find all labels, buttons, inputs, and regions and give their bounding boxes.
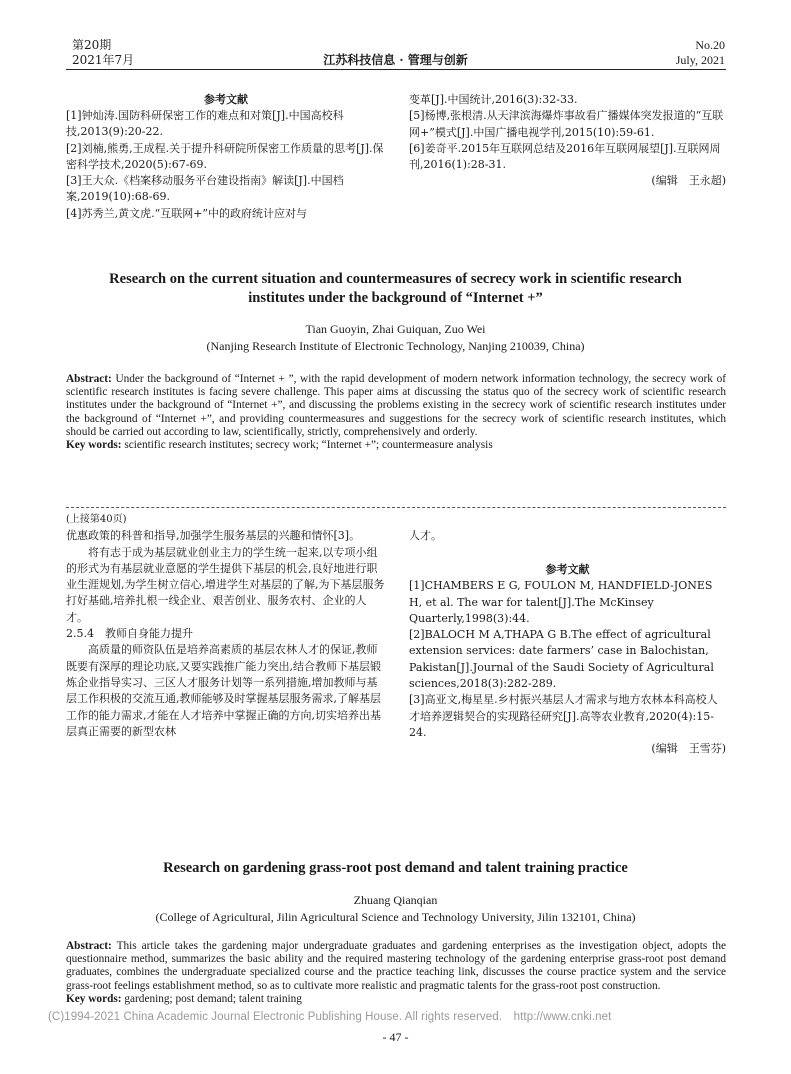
body-paragraph: 高质量的师资队伍是培养高素质的基层农林人才的保证,教师既要有深厚的理论功底,又要实践推广能力突出,结合教师下基层锻炼企业指导实习、三区人才服务计划等一系列措施,增加教师与基层工作积极的交流互通,教师能够及时掌握基层服务需求,了解基层工作的能力需求,才能在人才培养中掌握正确的方向,切实培养出基层真正需要的新型农林 <box>66 643 381 738</box>
reference-item: [6]姜奇平.2015年互联网总结及2016年互联网展望[J].互联网周刊,2016(1):28-31. <box>409 141 721 172</box>
reference-item: 变革[J].中国统计,2016(3):32-33. <box>409 93 578 106</box>
reference-item: [1]CHAMBERS E G, FOULON M, HANDFIELD-JONES H, et al. The war for talent[J].The McKinsey Quarterly,1998(3):44. <box>409 579 713 625</box>
abstract-label: Abstract: <box>66 940 112 952</box>
abstract-text: Under the background of “Internet + ”, with the rapid development of modern network information technology, the secrecy work of scientific research institutes is facing severe challenge. This paper aims at discussing the status quo of the secrecy work of scientific research institutes under the background of “Internet +”, and discussing the problems existing in the secrecy work of scientific research institutes under the background of “Internet +”, and providing countermeasures and suggestions for the secrecy work of scientific research institutes, which should be carried out according to law, scientifically, strictly, comprehensively and orderly. <box>66 373 726 438</box>
article2-refs-title: 参考文献 <box>545 563 590 577</box>
body-paragraph: 优惠政策的科普和指导,加强学生服务基层的兴趣和情怀[3]。 <box>66 529 361 543</box>
keywords-label: Key words: <box>66 439 122 452</box>
article2-english-title: Research on gardening grass-root post demand and talent training practice <box>163 860 628 876</box>
article1-affiliation: (Nanjing Research Institute of Electronic Technology, Nanjing 210039, China) <box>206 339 585 353</box>
article2-authors: Zhuang Qianqian <box>353 893 438 907</box>
article1-editor: (编辑 王永超) <box>651 174 726 188</box>
reference-item: [1]钟灿涛.国防科研保密工作的难点和对策[J].中国高校科技,2013(9):20-22. <box>66 109 344 139</box>
continued-note: (上接第40页) <box>66 514 127 525</box>
reference-item: [2]刘楠,熊勇,王成程.关于提升科研院所保密工作质量的思考[J].保密科学技术,2020(5):67-69. <box>66 141 384 171</box>
article1-refs-title: 参考文献 <box>204 93 248 106</box>
article1-refs-right <box>409 92 726 190</box>
article-separator <box>66 507 726 508</box>
page-number: - 47 - <box>382 1030 409 1044</box>
body-paragraph: 人才。 <box>409 529 442 542</box>
abstract-text: This article takes the gardening major undergraduate graduates and gardening enterprises as the investigation object, adopts the questionnaire method, summarizes the basic ability and the required mastering technology of the gardening enterprise grass-root post demand graduates, combines the undergraduate specialized course and the practice teaching link, discusses the course practice system and the service grass-root feelings establishment method, so as to cultivate more realistic and pragmatic talents for the grass-root post construction. <box>66 940 726 992</box>
article2-right-column <box>409 528 726 758</box>
date-en: July, 2021 <box>675 53 725 67</box>
keywords-label: Key words: <box>66 992 122 1005</box>
keywords-text: gardening; post demand; talent training <box>124 992 302 1005</box>
article1-authors: Tian Guoyin, Zhai Guiquan, Zuo Wei <box>305 322 486 336</box>
article2-left-column <box>66 512 386 740</box>
reference-item: [4]苏秀兰,黄文虎.“互联网+”中的政府统计应对与 <box>66 206 308 220</box>
article1-abstract <box>66 373 726 452</box>
article1-refs-left <box>66 92 386 222</box>
article2-editor: (编辑 王雪芬) <box>651 742 726 756</box>
issue-number-en: No.20 <box>695 38 725 52</box>
article2-affiliation: (College of Agricultural, Jilin Agricultural Science and Technology University, Jilin 132101, China) <box>155 910 636 924</box>
journal-name: 江苏科技信息 · 管理与创新 <box>323 53 468 67</box>
header-rule <box>66 69 726 70</box>
section-heading: 2.5.4 教师自身能力提升 <box>66 627 193 641</box>
article1-english-title: Research on the current situation and countermeasures of secrecy work in scientific research institutes under the background of “Internet +” <box>109 271 682 306</box>
abstract-label: Abstract: <box>66 373 112 385</box>
date-cn: 2021年7月 <box>72 53 135 67</box>
copyright-watermark: (C)1994-2021 China Academic Journal Electronic Publishing House. All rights reserved. http://www.cnki.net <box>48 1011 612 1023</box>
issue-number-cn: 第20期 <box>72 38 112 52</box>
reference-item: [3]高亚文,梅星星.乡村振兴基层人才需求与地方农林本科高校人才培养逻辑契合的实现路径研究[J].高等农业教育,2020(4):15-24. <box>409 693 718 739</box>
body-paragraph: 将有志于成为基层就业创业主力的学生统一起来,以专项小组的形式为有基层就业意愿的学生提供下基层的机会,良好地进行职业生涯规划,为学生树立信心,增进学生对基层的了解,为下基层服务打好基础,培养扎根一线企业、艰苦创业、服务农村、企业的人才。 <box>66 545 385 624</box>
reference-item: [2]BALOCH M A,THAPA G B.The effect of agricultural extension services: date farmers’ case in Balochistan, Pakistan[J].Journal of the Saudi Society of Agricultural sciences,2018(3):282-289. <box>409 628 714 691</box>
reference-item: [3]王大众.《档案移动服务平台建设指南》解读[J].中国档案,2019(10):68-69. <box>66 174 344 204</box>
keywords-text: scientific research institutes; secrecy work; “Internet +”; countermeasure analysis <box>124 439 493 452</box>
reference-item: [5]杨博,张根清.从天津滨海爆炸事故看广播媒体突发报道的“互联网+”模式[J].中国广播电视学刊,2015(10):59-61. <box>409 109 724 139</box>
article2-abstract <box>66 940 726 1006</box>
